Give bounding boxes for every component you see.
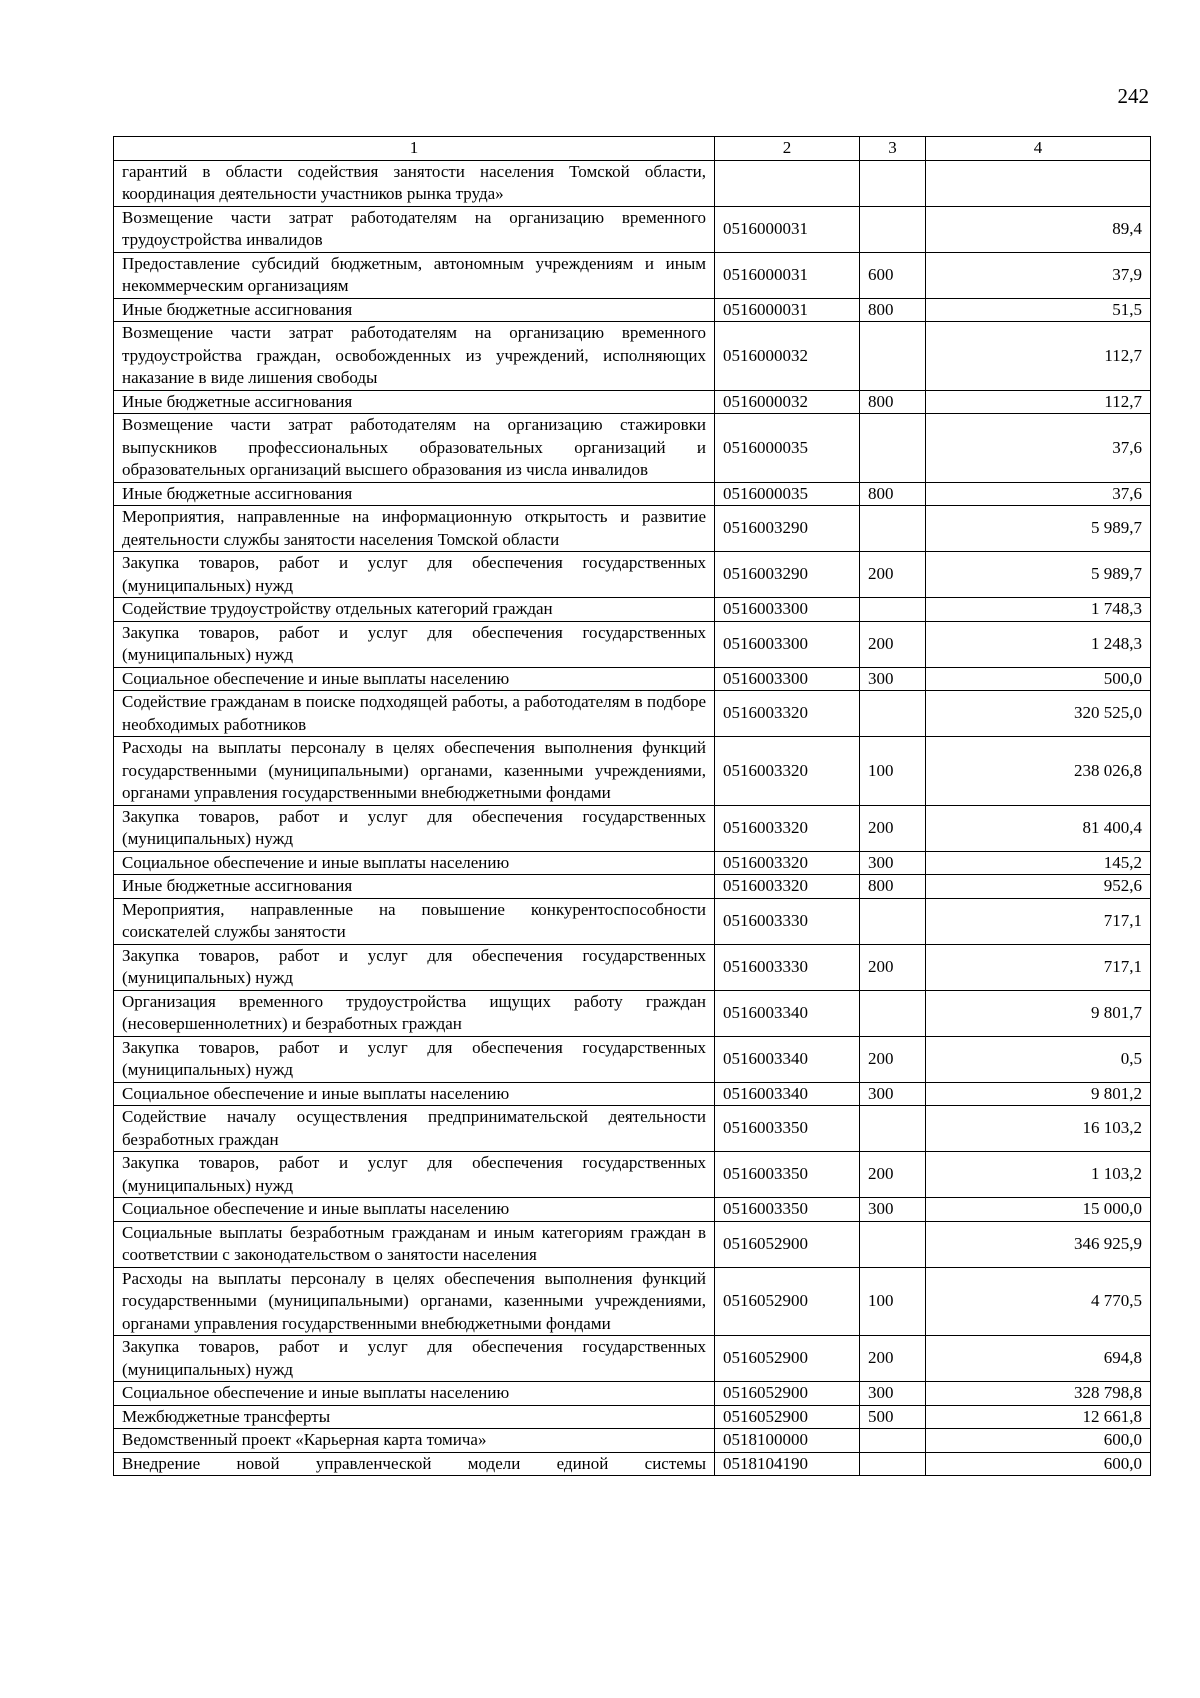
table-row (114, 1221, 1151, 1267)
item-name: Организация временного трудоустройства ищущих работу граждан (несовершеннолетних) и безработных граждан (114, 990, 715, 1036)
target-code: 0516003320 (715, 737, 860, 806)
target-code: 0516003300 (715, 667, 860, 691)
item-name: Закупка товаров, работ и услуг для обеспечения государственных (муниципальных) нужд (114, 552, 715, 598)
table-row (114, 506, 1151, 552)
target-code: 0516000031 (715, 298, 860, 322)
expense-type: 200 (860, 552, 926, 598)
amount: 694,8 (926, 1336, 1151, 1382)
expense-type (860, 206, 926, 252)
expense-type (860, 1106, 926, 1152)
table-row (114, 1429, 1151, 1453)
item-name: Закупка товаров, работ и услуг для обеспечения государственных (муниципальных) нужд (114, 1336, 715, 1382)
target-code: 0516052900 (715, 1221, 860, 1267)
target-code: 0516003340 (715, 1082, 860, 1106)
table-row (114, 1106, 1151, 1152)
table-row (114, 1198, 1151, 1222)
item-name: Социальное обеспечение и иные выплаты населению (114, 1382, 715, 1406)
table-row (114, 990, 1151, 1036)
target-code: 0516003350 (715, 1152, 860, 1198)
amount: 16 103,2 (926, 1106, 1151, 1152)
table-row (114, 805, 1151, 851)
table-row (114, 1452, 1151, 1476)
table-row (114, 322, 1151, 391)
amount: 320 525,0 (926, 691, 1151, 737)
table-row (114, 898, 1151, 944)
table-row (114, 1036, 1151, 1082)
expense-type (860, 506, 926, 552)
item-name: Расходы на выплаты персоналу в целях обеспечения выполнения функций государственными (муниципальными) органами, казенными учреждениями, органами управления государственными внебюджетными фондами (114, 737, 715, 806)
amount: 12 661,8 (926, 1405, 1151, 1429)
item-name: Возмещение части затрат работодателям на организацию временного трудоустройства инвалидов (114, 206, 715, 252)
expense-type (860, 322, 926, 391)
item-name: Мероприятия, направленные на информационную открытость и развитие деятельности службы занятости населения Томской области (114, 506, 715, 552)
amount: 1 103,2 (926, 1152, 1151, 1198)
expense-type (860, 691, 926, 737)
amount: 1 748,3 (926, 598, 1151, 622)
table-row (114, 414, 1151, 483)
item-name: гарантий в области содействия занятости населения Томской области, координация деятельности участников рынка труда» (114, 160, 715, 206)
table-row (114, 851, 1151, 875)
column-header: 2 (715, 137, 860, 161)
target-code: 0516000032 (715, 390, 860, 414)
target-code (715, 160, 860, 206)
expense-type: 300 (860, 851, 926, 875)
expense-type (860, 1452, 926, 1476)
table-row (114, 252, 1151, 298)
target-code: 0516000032 (715, 322, 860, 391)
expense-type: 200 (860, 621, 926, 667)
item-name: Социальные выплаты безработным гражданам и иным категориям граждан в соответствии с законодательством о занятости населения (114, 1221, 715, 1267)
expense-type (860, 414, 926, 483)
amount: 500,0 (926, 667, 1151, 691)
table-row (114, 875, 1151, 899)
amount: 15 000,0 (926, 1198, 1151, 1222)
table-row (114, 598, 1151, 622)
expense-type: 800 (860, 482, 926, 506)
amount: 9 801,7 (926, 990, 1151, 1036)
item-name: Закупка товаров, работ и услуг для обеспечения государственных (муниципальных) нужд (114, 805, 715, 851)
amount: 0,5 (926, 1036, 1151, 1082)
amount: 1 248,3 (926, 621, 1151, 667)
target-code: 0516000035 (715, 482, 860, 506)
expense-type (860, 1429, 926, 1453)
amount: 4 770,5 (926, 1267, 1151, 1336)
table-row (114, 298, 1151, 322)
target-code: 0516052900 (715, 1336, 860, 1382)
table-row (114, 390, 1151, 414)
expense-type: 300 (860, 667, 926, 691)
item-name: Межбюджетные трансферты (114, 1405, 715, 1429)
expense-type: 800 (860, 875, 926, 899)
expense-type: 500 (860, 1405, 926, 1429)
item-name: Иные бюджетные ассигнования (114, 390, 715, 414)
expense-type: 200 (860, 1336, 926, 1382)
expense-type: 200 (860, 1036, 926, 1082)
budget-table (113, 136, 1151, 1476)
item-name: Внедрение новой управленческой модели единой системы (114, 1452, 715, 1476)
expense-type: 300 (860, 1198, 926, 1222)
expense-type (860, 898, 926, 944)
table-body (114, 160, 1151, 1476)
item-name: Закупка товаров, работ и услуг для обеспечения государственных (муниципальных) нужд (114, 1036, 715, 1082)
expense-type: 100 (860, 737, 926, 806)
table-row (114, 482, 1151, 506)
item-name: Иные бюджетные ассигнования (114, 482, 715, 506)
amount: 37,6 (926, 414, 1151, 483)
target-code: 0516003290 (715, 552, 860, 598)
target-code: 0516052900 (715, 1267, 860, 1336)
amount: 37,6 (926, 482, 1151, 506)
target-code: 0516000031 (715, 252, 860, 298)
item-name: Иные бюджетные ассигнования (114, 875, 715, 899)
table-row (114, 206, 1151, 252)
target-code: 0516003320 (715, 851, 860, 875)
expense-type: 300 (860, 1382, 926, 1406)
amount: 37,9 (926, 252, 1151, 298)
amount: 600,0 (926, 1429, 1151, 1453)
table-row (114, 1382, 1151, 1406)
item-name: Содействие началу осуществления предпринимательской деятельности безработных граждан (114, 1106, 715, 1152)
target-code: 0518104190 (715, 1452, 860, 1476)
expense-type: 100 (860, 1267, 926, 1336)
expense-type: 600 (860, 252, 926, 298)
table-row (114, 737, 1151, 806)
item-name: Ведомственный проект «Карьерная карта томича» (114, 1429, 715, 1453)
table-row (114, 667, 1151, 691)
column-header: 4 (926, 137, 1151, 161)
target-code: 0516003350 (715, 1198, 860, 1222)
amount: 145,2 (926, 851, 1151, 875)
amount: 112,7 (926, 390, 1151, 414)
target-code: 0516052900 (715, 1405, 860, 1429)
item-name: Расходы на выплаты персоналу в целях обеспечения выполнения функций государственными (муниципальными) органами, казенными учреждениями, органами управления государственными внебюджетными фондами (114, 1267, 715, 1336)
item-name: Иные бюджетные ассигнования (114, 298, 715, 322)
page-number: 242 (1117, 84, 1149, 108)
target-code: 0516003340 (715, 1036, 860, 1082)
target-code: 0516003300 (715, 598, 860, 622)
target-code: 0516003330 (715, 898, 860, 944)
table-row (114, 552, 1151, 598)
amount: 952,6 (926, 875, 1151, 899)
amount (926, 160, 1151, 206)
item-name: Социальное обеспечение и иные выплаты населению (114, 1082, 715, 1106)
item-name: Возмещение части затрат работодателям на организацию стажировки выпускников профессиональных образовательных организаций и образовательных организаций высшего образования из числа инвалидов (114, 414, 715, 483)
target-code: 0516003340 (715, 990, 860, 1036)
table-row (114, 1082, 1151, 1106)
item-name: Содействие гражданам в поиске подходящей работы, а работодателям в подборе необходимых работников (114, 691, 715, 737)
target-code: 0516003350 (715, 1106, 860, 1152)
table-row (114, 1267, 1151, 1336)
expense-type (860, 990, 926, 1036)
table-row (114, 1152, 1151, 1198)
amount: 112,7 (926, 322, 1151, 391)
amount: 717,1 (926, 944, 1151, 990)
amount: 717,1 (926, 898, 1151, 944)
item-name: Закупка товаров, работ и услуг для обеспечения государственных (муниципальных) нужд (114, 621, 715, 667)
amount: 89,4 (926, 206, 1151, 252)
target-code: 0516003320 (715, 805, 860, 851)
table-header-row (114, 137, 1151, 161)
table-row (114, 621, 1151, 667)
item-name: Закупка товаров, работ и услуг для обеспечения государственных (муниципальных) нужд (114, 1152, 715, 1198)
amount: 5 989,7 (926, 552, 1151, 598)
item-name: Социальное обеспечение и иные выплаты населению (114, 667, 715, 691)
amount: 600,0 (926, 1452, 1151, 1476)
item-name: Возмещение части затрат работодателям на организацию временного трудоустройства граждан, освобожденных из учреждений, исполняющих наказание в виде лишения свободы (114, 322, 715, 391)
target-code: 0516003330 (715, 944, 860, 990)
expense-type (860, 598, 926, 622)
table-row (114, 1405, 1151, 1429)
table-row (114, 691, 1151, 737)
table-row (114, 944, 1151, 990)
amount: 5 989,7 (926, 506, 1151, 552)
target-code: 0518100000 (715, 1429, 860, 1453)
column-header: 1 (114, 137, 715, 161)
item-name: Закупка товаров, работ и услуг для обеспечения государственных (муниципальных) нужд (114, 944, 715, 990)
amount: 81 400,4 (926, 805, 1151, 851)
expense-type: 200 (860, 1152, 926, 1198)
item-name: Предоставление субсидий бюджетным, автономным учреждениям и иным некоммерческим организациям (114, 252, 715, 298)
expense-type: 200 (860, 944, 926, 990)
target-code: 0516003320 (715, 875, 860, 899)
target-code: 0516000035 (715, 414, 860, 483)
expense-type: 800 (860, 390, 926, 414)
amount: 9 801,2 (926, 1082, 1151, 1106)
expense-type: 300 (860, 1082, 926, 1106)
table-row (114, 1336, 1151, 1382)
amount: 238 026,8 (926, 737, 1151, 806)
table-row (114, 160, 1151, 206)
item-name: Социальное обеспечение и иные выплаты населению (114, 1198, 715, 1222)
target-code: 0516000031 (715, 206, 860, 252)
item-name: Социальное обеспечение и иные выплаты населению (114, 851, 715, 875)
amount: 346 925,9 (926, 1221, 1151, 1267)
expense-type (860, 160, 926, 206)
target-code: 0516052900 (715, 1382, 860, 1406)
amount: 328 798,8 (926, 1382, 1151, 1406)
expense-type: 800 (860, 298, 926, 322)
item-name: Содействие трудоустройству отдельных категорий граждан (114, 598, 715, 622)
target-code: 0516003320 (715, 691, 860, 737)
item-name: Мероприятия, направленные на повышение конкурентоспособности соискателей службы занятости (114, 898, 715, 944)
column-header: 3 (860, 137, 926, 161)
expense-type (860, 1221, 926, 1267)
target-code: 0516003300 (715, 621, 860, 667)
target-code: 0516003290 (715, 506, 860, 552)
expense-type: 200 (860, 805, 926, 851)
amount: 51,5 (926, 298, 1151, 322)
